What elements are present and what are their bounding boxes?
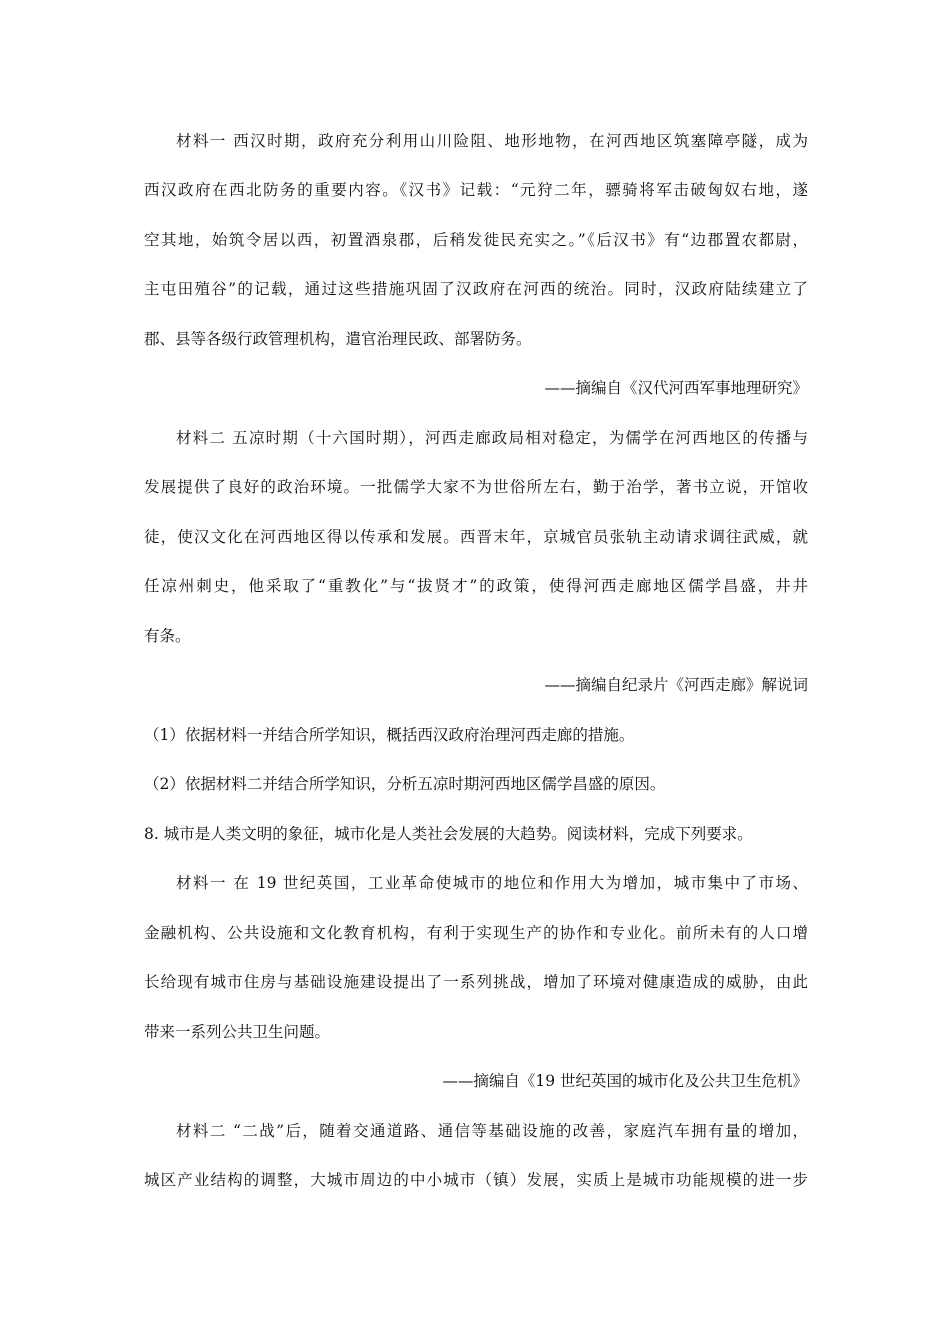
text-line: 带来一系列公共卫生问题。	[144, 1023, 331, 1041]
text-line: 西汉政府在西北防务的重要内容。《汉书》记载：“元狩二年，骠骑将军击破匈奴右地，遂	[144, 181, 808, 199]
sub-question-1: （1）依据材料一并结合所学知识，概括西汉政府治理河西走廊的措施。	[144, 726, 635, 744]
text-line: 材料一 西汉时期，政府充分利用山川险阻、地形地物，在河西地区筑塞障亭隧，成为	[176, 132, 808, 150]
text-line: 徒，使汉文化在河西地区得以传承和发展。西晋末年，京城官员张轨主动请求调往武威，就	[144, 528, 808, 546]
source-citation: ——摘编自《汉代河西军事地理研究》	[544, 379, 808, 397]
text-line: 任凉州刺史，他采取了“重教化”与“拔贤才”的政策，使得河西走廊地区儒学昌盛，井井	[144, 577, 808, 595]
text-line: 材料一 在 19 世纪英国，工业革命使城市的地位和作用大为增加，城市集中了市场、	[176, 874, 808, 892]
text-line: 材料二 “二战”后，随着交通道路、通信等基础设施的改善，家庭汽车拥有量的增加，	[176, 1122, 808, 1140]
text-line: 郡、县等各级行政管理机构，遣官治理民政、部署防务。	[144, 330, 532, 348]
text-line: 城区产业结构的调整，大城市周边的中小城市（镇）发展，实质上是城市功能规模的进一步	[144, 1171, 808, 1189]
text-line: 材料二 五凉时期（十六国时期），河西走廊政局相对稳定，为儒学在河西地区的传播与	[176, 429, 808, 447]
text-line: 长给现有城市住房与基础设施建设提出了一系列挑战，增加了环境对健康造成的威胁，由此	[144, 973, 808, 991]
source-citation: ——摘编自纪录片《河西走廊》解说词	[544, 676, 808, 694]
source-citation: ——摘编自《19 世纪英国的城市化及公共卫生危机》	[442, 1072, 808, 1090]
question-8-stem: 8. 城市是人类文明的象征，城市化是人类社会发展的大趋势。阅读材料，完成下列要求。	[144, 825, 753, 843]
text-line: 有条。	[144, 627, 191, 645]
text-line: 发展提供了良好的政治环境。一批儒学大家不为世俗所左右，勤于治学，著书立说，开馆收	[144, 478, 808, 496]
sub-question-2: （2）依据材料二并结合所学知识，分析五凉时期河西地区儒学昌盛的原因。	[144, 775, 666, 793]
text-line: 空其地，始筑令居以西，初置酒泉郡，后稍发徙民充实之。”《后汉书》有“边郡置农都尉，	[144, 231, 808, 249]
text-line: 主屯田殖谷”的记载，通过这些措施巩固了汉政府在河西的统治。同时，汉政府陆续建立了	[144, 280, 808, 298]
text-line: 金融机构、公共设施和文化教育机构，有利于实现生产的协作和专业化。前所未有的人口增	[144, 924, 808, 942]
